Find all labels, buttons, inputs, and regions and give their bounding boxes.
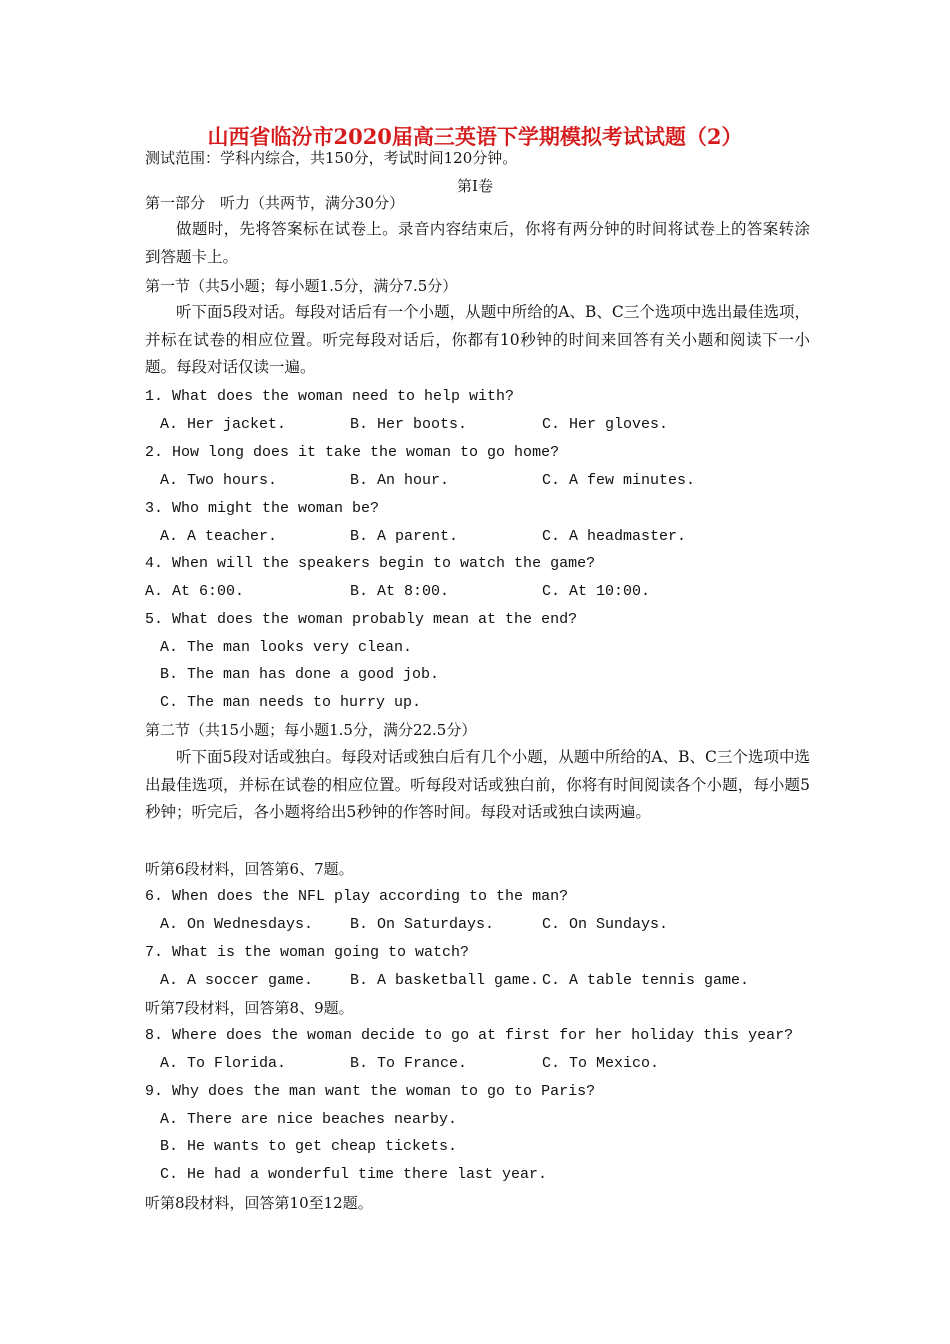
part1-instruction: 做题时，先将答案标在试卷上。录音内容结束后，你将有两分钟的时间将试卷上的答案转涂到答题卡上。 (145, 220, 810, 266)
question-3-option-b: B. A parent. (350, 528, 459, 545)
question-5-option-c: C. The man needs to hurry up. (160, 694, 422, 711)
question-7-option-a: A. A soccer game. (160, 972, 314, 989)
section1-instruction: 听下面5段对话。每段对话后有一个小题，从题中所给的A、B、C三个选项中选出最佳选项，并标在试卷的相应位置。听完每段对话后，你都有10秒钟的时间来回答有关小题和阅读下一小题。每段对话仅读一遍。 (145, 303, 810, 377)
question-6-option-a: A. On Wednesdays. (160, 916, 314, 933)
question-6-option-b: B. On Saturdays. (350, 916, 495, 933)
question-8-stem: 8. Where does the woman decide to go at first for her holiday this year? (145, 1027, 794, 1044)
question-5-option-b: B. The man has done a good job. (160, 666, 440, 683)
question-9-option-c: C. He had a wonderful time there last year. (160, 1166, 548, 1183)
question-3-option-a: A. A teacher. (160, 528, 278, 545)
question-9-option-b: B. He wants to get cheap tickets. (160, 1138, 458, 1155)
material-6-heading: 听第6段材料，回答第6、7题。 (145, 860, 354, 878)
question-4-stem: 4. When will the speakers begin to watch the game? (145, 555, 596, 572)
question-1-option-b: B. Her boots. (350, 416, 468, 433)
question-3-option-c: C. A headmaster. (542, 528, 687, 545)
question-8-option-a: A. To Florida. (160, 1055, 287, 1072)
section1-heading: 第一节（共5小题；每小题1.5分，满分7.5分） (145, 277, 458, 295)
question-6-stem: 6. When does the NFL play according to the man? (145, 888, 569, 905)
question-7-stem: 7. What is the woman going to watch? (145, 944, 470, 961)
question-4-option-a: A. At 6:00. (145, 583, 245, 600)
material-7-heading: 听第7段材料，回答第8、9题。 (145, 999, 354, 1017)
question-7-option-c: C. A table tennis game. (542, 972, 750, 989)
section2-instruction: 听下面5段对话或独白。每段对话或独白后有几个小题，从题中所给的A、B、C三个选项中选出最佳选项，并标在试卷的相应位置。听每段对话或独白前，你将有时间阅读各个小题，每小题5秒钟；听完后，各小题将给出5秒钟的作答时间。每段对话或独白读两遍。 (145, 748, 810, 822)
question-2-option-b: B. An hour. (350, 472, 450, 489)
question-1-option-a: A. Her jacket. (160, 416, 287, 433)
question-4-option-b: B. At 8:00. (350, 583, 450, 600)
question-8-option-c: C. To Mexico. (542, 1055, 660, 1072)
question-1-stem: 1. What does the woman need to help with? (145, 388, 515, 405)
question-6-option-c: C. On Sundays. (542, 916, 669, 933)
question-8-option-b: B. To France. (350, 1055, 468, 1072)
question-4-option-c: C. At 10:00. (542, 583, 651, 600)
test-scope: 测试范围：学科内综合，共150分，考试时间120分钟。 (145, 149, 518, 167)
question-2-option-a: A. Two hours. (160, 472, 278, 489)
question-1-option-c: C. Her gloves. (542, 416, 669, 433)
volume-heading: 第Ⅰ卷 (457, 177, 493, 195)
question-5-stem: 5. What does the woman probably mean at the end? (145, 611, 578, 628)
question-9-option-a: A. There are nice beaches nearby. (160, 1111, 458, 1128)
material-8-heading: 听第8段材料，回答第10至12题。 (145, 1194, 373, 1212)
question-2-stem: 2. How long does it take the woman to go home? (145, 444, 560, 461)
question-3-stem: 3. Who might the woman be? (145, 500, 380, 517)
question-9-stem: 9. Why does the man want the woman to go to Paris? (145, 1083, 596, 1100)
section2-heading: 第二节（共15小题；每小题1.5分，满分22.5分） (145, 721, 477, 739)
question-5-option-a: A. The man looks very clean. (160, 639, 413, 656)
question-2-option-c: C. A few minutes. (542, 472, 696, 489)
question-7-option-b: B. A basketball game. (350, 972, 540, 989)
part1-heading: 第一部分 听力（共两节，满分30分） (145, 194, 405, 212)
exam-title: 山西省临汾市2020届高三英语下学期模拟考试试题（2） (207, 124, 743, 149)
